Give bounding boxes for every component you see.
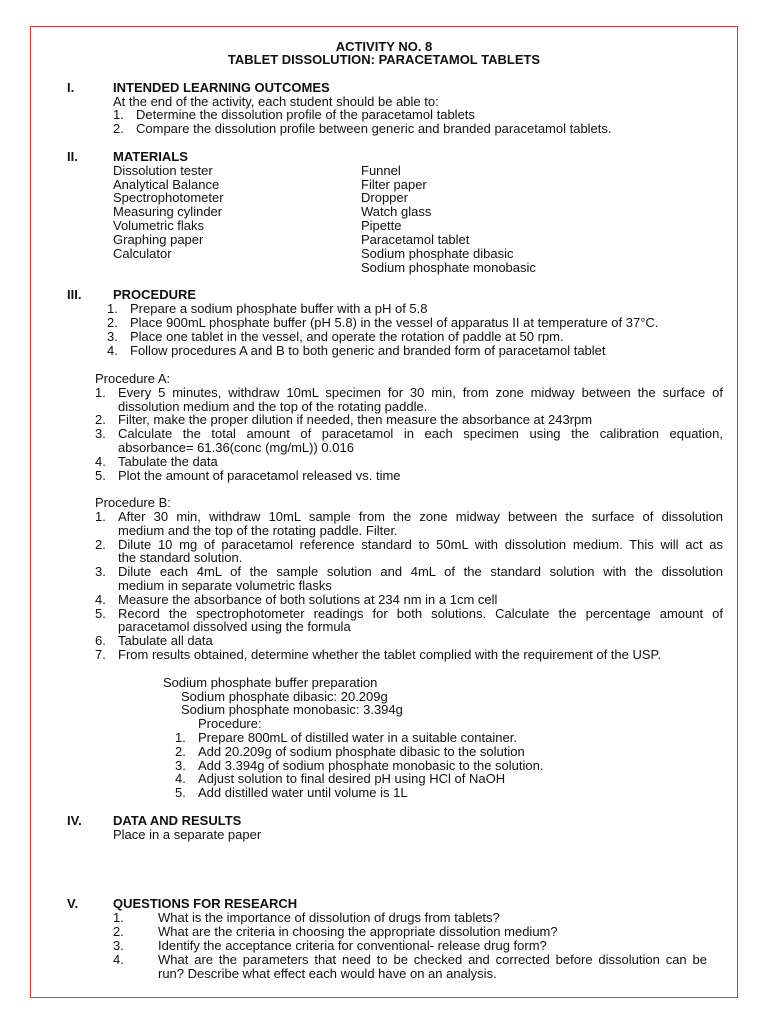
material-item: Graphing paper — [113, 232, 204, 247]
procedure-b-step-text: Measure the absorbance of both solutions at 234 nm in a 1cm cell — [118, 592, 498, 607]
procedure-step-text: Prepare a sodium phosphate buffer with a pH of 5.8 — [130, 301, 428, 316]
section-5-number: V. — [67, 896, 79, 911]
procedure-step-number: 3. — [107, 329, 118, 344]
procedure-b-title: Procedure B: — [95, 495, 171, 510]
procedure-b-step-number: 2. — [95, 537, 106, 552]
section-2-number: II. — [67, 149, 78, 164]
buffer-dibasic: Sodium phosphate dibasic: 20.209g — [181, 689, 388, 704]
material-item: Watch glass — [361, 204, 432, 219]
section-1-number: I. — [67, 80, 75, 95]
outcome-number: 2. — [113, 121, 124, 136]
procedure-step-number: 4. — [107, 343, 118, 358]
question-text: What is the importance of dissolution of drugs from tablets? — [158, 910, 500, 925]
procedure-b-step-text: From results obtained, determine whether the tablet complied with the requirement of the USP. — [118, 647, 662, 662]
section-5-heading: QUESTIONS FOR RESEARCH — [113, 896, 298, 911]
procedure-a-step-number: 4. — [95, 454, 106, 469]
procedure-step-text: Follow procedures A and B to both generic and branded form of paracetamol tablet — [130, 343, 606, 358]
procedure-a-step-text: Every 5 minutes, withdraw 10mL specimen for 30 min, from zone midway between the surface of — [118, 385, 723, 400]
procedure-b-step-number: 5. — [95, 606, 106, 621]
procedure-a-step-text: Filter, make the proper dilution if needed, then measure the absorbance at 243rpm — [118, 412, 593, 427]
material-item: Dropper — [361, 190, 408, 205]
procedure-step-text: Place one tablet in the vessel, and operate the rotation of paddle at 50 rpm. — [130, 329, 564, 344]
procedure-b-step-number: 6. — [95, 633, 106, 648]
procedure-a-step-text: Plot the amount of paracetamol released vs. time — [118, 468, 401, 483]
buffer-procedure-title: Procedure: — [198, 716, 262, 731]
section-4-heading: DATA AND RESULTS — [113, 813, 242, 828]
section-4-number: IV. — [67, 813, 82, 828]
procedure-b-step-text: Dilute each 4mL of the sample solution and 4mL of the standard solution with the dissolution — [118, 564, 723, 579]
procedure-a-step-number: 1. — [95, 385, 106, 400]
question-text: run? Describe what effect each would have on an analysis. — [158, 966, 497, 981]
buffer-step-number: 4. — [175, 771, 186, 786]
buffer-step-number: 2. — [175, 744, 186, 759]
procedure-b-step-text: Tabulate all data — [118, 633, 213, 648]
procedure-b-step-text: medium in separate volumetric flasks — [118, 578, 332, 593]
section-1-intro: At the end of the activity, each student should be able to: — [113, 94, 439, 109]
section-2-heading: MATERIALS — [113, 149, 188, 164]
procedure-a-step-number: 5. — [95, 468, 106, 483]
buffer-step-number: 3. — [175, 758, 186, 773]
question-number: 4. — [113, 952, 124, 967]
procedure-b-step-text: paracetamol dissolved using the formula — [118, 619, 351, 634]
procedure-a-step-number: 2. — [95, 412, 106, 427]
material-item: Analytical Balance — [113, 177, 220, 192]
buffer-step-text: Prepare 800mL of distilled water in a suitable container. — [198, 730, 517, 745]
procedure-b-step-text: the standard solution. — [118, 550, 243, 565]
outcome-text: Determine the dissolution profile of the paracetamol tablets — [136, 107, 475, 122]
buffer-monobasic: Sodium phosphate monobasic: 3.394g — [181, 702, 403, 717]
procedure-step-number: 2. — [107, 315, 118, 330]
buffer-step-text: Adjust solution to final desired pH using HCl of NaOH — [198, 771, 506, 786]
question-number: 1. — [113, 910, 124, 925]
procedure-a-step-text: dissolution medium and the top of the rotating paddle. — [118, 399, 428, 414]
outcome-number: 1. — [113, 107, 124, 122]
activity-title: TABLET DISSOLUTION: PARACETAMOL TABLETS — [227, 52, 541, 67]
procedure-b-step-number: 4. — [95, 592, 106, 607]
material-item: Pipette — [361, 218, 402, 233]
procedure-b-step-text: Record the spectrophotometer readings for both solutions. Calculate the percentage amount of — [118, 606, 723, 621]
procedure-a-step-text: Calculate the total amount of paracetamol in each specimen using the calibration equation, — [118, 426, 723, 441]
material-item: Sodium phosphate monobasic — [361, 260, 536, 275]
procedure-a-step-text: Tabulate the data — [118, 454, 218, 469]
procedure-b-step-text: After 30 min, withdraw 10mL sample from the zone midway between the surface of dissolution — [118, 509, 723, 524]
procedure-b-step-number: 7. — [95, 647, 106, 662]
buffer-step-number: 1. — [175, 730, 186, 745]
buffer-step-text: Add 20.209g of sodium phosphate dibasic to the solution — [198, 744, 525, 759]
procedure-a-title: Procedure A: — [95, 371, 171, 386]
question-text: What are the criteria in choosing the appropriate dissolution medium? — [158, 924, 558, 939]
section-4-text: Place in a separate paper — [113, 827, 262, 842]
buffer-step-number: 5. — [175, 785, 186, 800]
buffer-step-text: Add 3.394g of sodium phosphate monobasic to the solution. — [198, 758, 544, 773]
procedure-b-step-number: 3. — [95, 564, 106, 579]
procedure-step-text: Place 900mL phosphate buffer (pH 5.8) in the vessel of apparatus II at temperature of 37°C. — [130, 315, 659, 330]
procedure-b-step-text: Dilute 10 mg of paracetamol reference standard to 50mL with dissolution medium. This will act as — [118, 537, 723, 552]
question-text: Identify the acceptance criteria for conventional- release drug form? — [158, 938, 547, 953]
activity-number: ACTIVITY NO. 8 — [335, 39, 433, 54]
material-item: Funnel — [361, 163, 401, 178]
buffer-step-text: Add distilled water until volume is 1L — [198, 785, 408, 800]
procedure-a-step-number: 3. — [95, 426, 106, 441]
section-1-heading: INTENDED LEARNING OUTCOMES — [113, 80, 330, 95]
question-text: What are the parameters that need to be checked and corrected before dissolution can be — [158, 952, 707, 967]
material-item: Calculator — [113, 246, 172, 261]
procedure-b-step-number: 1. — [95, 509, 106, 524]
material-item: Measuring cylinder — [113, 204, 223, 219]
material-item: Paracetamol tablet — [361, 232, 470, 247]
material-item: Sodium phosphate dibasic — [361, 246, 514, 261]
section-3-number: III. — [67, 287, 82, 302]
buffer-title: Sodium phosphate buffer preparation — [163, 675, 378, 690]
procedure-step-number: 1. — [107, 301, 118, 316]
material-item: Filter paper — [361, 177, 427, 192]
material-item: Dissolution tester — [113, 163, 213, 178]
material-item: Spectrophotometer — [113, 190, 224, 205]
question-number: 3. — [113, 938, 124, 953]
question-number: 2. — [113, 924, 124, 939]
section-3-heading: PROCEDURE — [113, 287, 197, 302]
material-item: Volumetric flaks — [113, 218, 205, 233]
procedure-a-step-text: absorbance= 61.36(conc (mg/mL)) 0.016 — [118, 440, 354, 455]
procedure-b-step-text: medium and the top of the rotating paddle. Filter. — [118, 523, 398, 538]
outcome-text: Compare the dissolution profile between generic and branded paracetamol tablets. — [136, 121, 612, 136]
